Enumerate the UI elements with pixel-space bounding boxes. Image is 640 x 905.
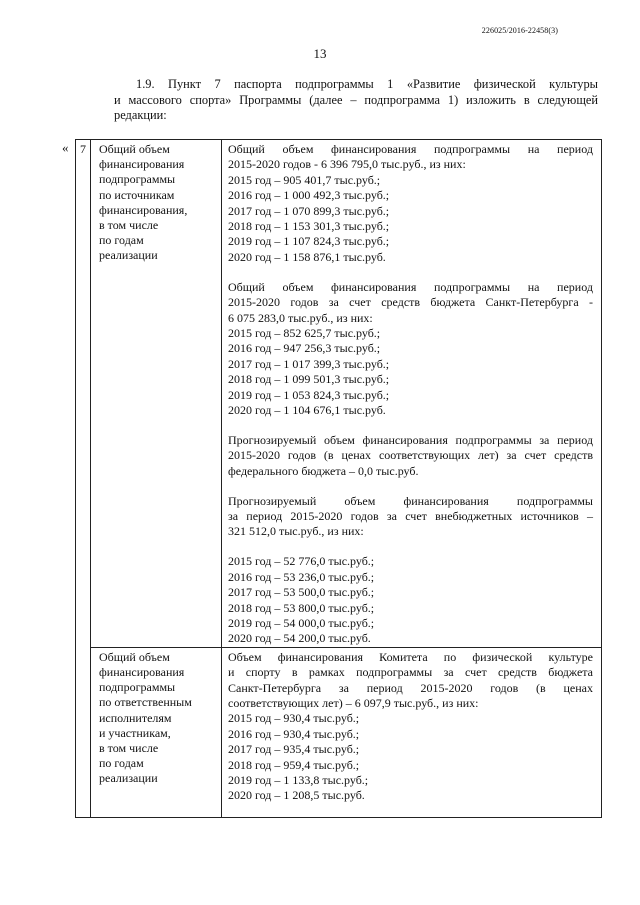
intro-line: редакции: (114, 108, 167, 123)
year-line: 2017 год – 53 500,0 тыс.руб.; (228, 585, 375, 600)
label-line: подпрограммы (99, 172, 176, 187)
text-line: 2015-2020 годов за счет средств бюджета Санкт-Петербурга - (228, 295, 593, 310)
text-line: федерального бюджета – 0,0 тыс.руб. (228, 463, 419, 478)
open-quote: « (62, 140, 69, 155)
year-line: 2020 год – 1 104 676,1 тыс.руб. (228, 403, 386, 417)
federal-budget-block (228, 433, 593, 479)
label-line: по годам (99, 756, 144, 771)
text-line: 2015-2020 годов (в ценах соответствующих лет) за счет средств (228, 448, 593, 463)
label-line: по годам (99, 233, 144, 248)
year-line: 2018 год – 1 153 301,3 тыс.руб.; (228, 219, 390, 234)
year-line: 2015 год – 52 776,0 тыс.руб.; (228, 554, 375, 569)
label-line: в том числе (99, 741, 159, 755)
row-number-cell: 7 (76, 140, 91, 818)
label-line: в том числе (99, 218, 159, 233)
year-line: 2016 год – 930,4 тыс.руб.; (228, 726, 360, 741)
year-line: 2016 год – 1 000 492,3 тыс.руб.; (228, 188, 390, 203)
total-funding-block (228, 142, 593, 265)
label-line: Общий объем (99, 142, 170, 156)
committee-funding-block (228, 650, 593, 804)
label-line: и участникам, (99, 725, 171, 740)
text-line: Санкт-Петербурга за период 2015-2020 годов (в ценах (228, 680, 593, 695)
text-line: Общий объем финансирования подпрограммы на период (228, 142, 593, 156)
year-line: 2019 год – 1 133,8 тыс.руб.; (228, 773, 369, 788)
year-line: 2019 год – 1 053 824,3 тыс.руб.; (228, 387, 390, 402)
year-line: 2020 год – 54 200,0 тыс.руб. (228, 631, 371, 646)
table-row (76, 140, 602, 648)
year-line: 2018 год – 1 099 501,3 тыс.руб.; (228, 372, 390, 387)
label-line: исполнителям (99, 710, 172, 725)
value-cell (222, 140, 602, 648)
year-line: 2015 год – 905 401,7 тыс.руб.; (228, 172, 381, 187)
text-line: Общий объем финансирования подпрограммы на период (228, 279, 593, 294)
page-number: 13 (313, 46, 327, 61)
document-id: 226025/2016-22458(3) (481, 26, 558, 35)
label-line: финансирования (99, 157, 185, 172)
label-cell (91, 647, 222, 817)
year-line: 2019 год – 54 000,0 тыс.руб.; (228, 615, 375, 630)
text-line: 2015-2020 годов - 6 396 795,0 тыс.руб., из них: (228, 157, 466, 172)
year-line: 2020 год – 1 158 876,1 тыс.руб. (228, 249, 386, 264)
year-line: 2015 год – 930,4 тыс.руб.; (228, 711, 360, 726)
year-line: 2017 год – 935,4 тыс.руб.; (228, 742, 360, 757)
year-line: 2019 год – 1 107 824,3 тыс.руб.; (228, 234, 390, 249)
intro-paragraph (114, 77, 598, 124)
year-line: 2015 год – 852 625,7 тыс.руб.; (228, 325, 381, 340)
text-line: и спорту в рамках подпрограммы за счет средств бюджета (228, 665, 593, 680)
label-line: реализации (99, 248, 158, 263)
year-line: 2017 год – 1 017 399,3 тыс.руб.; (228, 356, 390, 371)
intro-line: и массового спорта» Программы (далее – подпрограмма 1) изложить в следующей (114, 92, 598, 107)
label-line: Общий объем (99, 649, 170, 664)
label-line: реализации (99, 771, 158, 786)
text-line: Прогнозируемый объем финансирования подпрограммы (228, 493, 593, 508)
label-line: финансирования (99, 664, 185, 679)
year-line: 2018 год – 53 800,0 тыс.руб.; (228, 600, 375, 615)
label-line: по источникам (99, 187, 175, 202)
year-line: 2016 год – 947 256,3 тыс.руб.; (228, 341, 381, 356)
year-line: 2020 год – 1 208,5 тыс.руб. (228, 788, 365, 803)
extrabudgetary-block (228, 494, 593, 647)
value-cell (222, 647, 602, 817)
text-line: за период 2015-2020 годов за счет внебюджетных источников – (228, 509, 593, 524)
label-cell (91, 140, 222, 648)
year-line: 2017 год – 1 070 899,3 тыс.руб.; (228, 203, 390, 218)
text-line: 321 512,0 тыс.руб., из них: (228, 524, 364, 539)
passport-table (75, 139, 602, 818)
text-line: соответствующих лет) – 6 097,9 тыс.руб., из них: (228, 696, 479, 710)
year-line: 2016 год – 53 236,0 тыс.руб.; (228, 569, 375, 584)
year-line: 2018 год – 959,4 тыс.руб.; (228, 757, 360, 772)
label-line: финансирования, (99, 202, 188, 217)
intro-line: 1.9. Пункт 7 паспорта подпрограммы 1 «Развитие физической культуры (136, 77, 598, 91)
label-line: подпрограммы (99, 680, 176, 695)
label-line: по ответственным (99, 695, 192, 710)
text-line: Прогнозируемый объем финансирования подпрограммы за период (228, 432, 593, 447)
text-line: 6 075 283,0 тыс.руб., из них: (228, 310, 373, 325)
city-budget-block (228, 280, 593, 419)
text-line: Объем финансирования Комитета по физической культуре (228, 649, 593, 664)
table-row (76, 647, 602, 817)
